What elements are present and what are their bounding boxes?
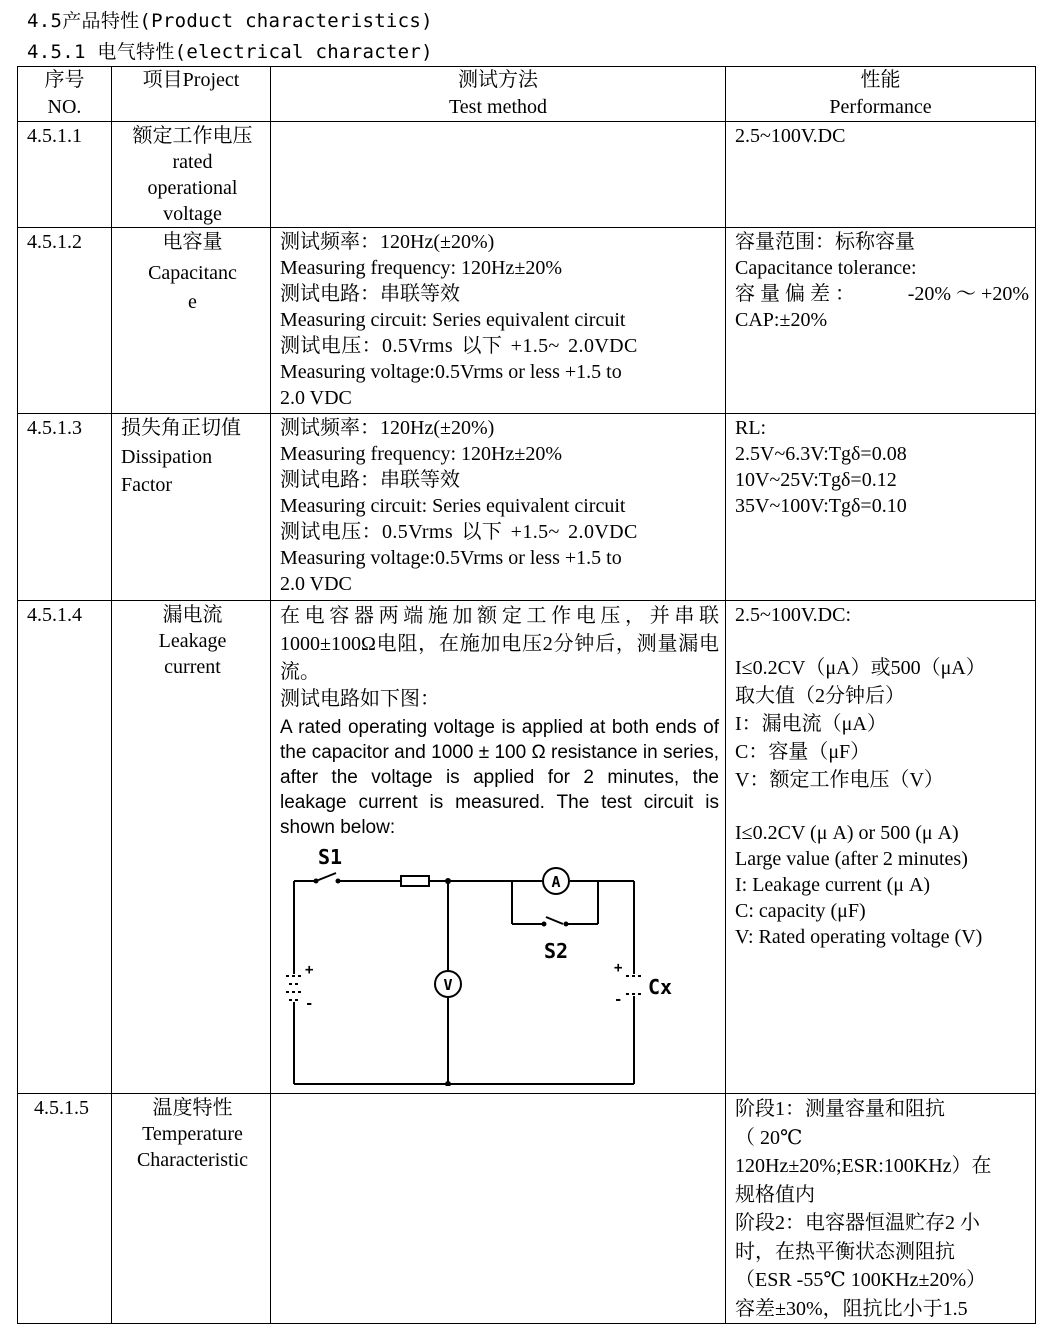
project-line: Leakage [158,630,227,652]
performance-line: 120Hz±20%;ESR:100KHz）在 [735,1155,992,1177]
row-project [112,1094,271,1324]
switch-contact [314,879,319,884]
header-perf-cn: 性能 [860,69,901,91]
method-line: Measuring frequency: 120Hz±20% [280,443,563,465]
capacitor-minus-label: - [614,992,623,1008]
circuit-junction [445,878,451,884]
row-project [112,122,271,228]
performance-line: 2.5~100V.DC: [735,604,852,626]
label-s2: S2 [544,939,569,963]
header-method-cn: 测试方法 [458,69,538,91]
performance-line [735,281,1029,307]
performance-line: 2.5V~6.3V:Tgδ=0.08 [735,443,907,465]
row-project [112,601,271,1094]
switch-s2-blade [546,917,563,924]
method-line: 测试电压：0.5Vrms 以下 +1.5~ 2.0VDC [280,335,638,357]
row-project [112,228,271,414]
project-line: 漏电流 [162,604,223,626]
project-line: rated [172,151,213,173]
performance-line: （ 20℃ [735,1126,803,1149]
project-line: Dissipation [121,446,213,468]
performance-line: 阶段2：电容器恒温贮存2 小 [735,1212,980,1234]
method-paragraph-en: A rated operating voltage is applied at both ends of the capacitor and 1000 ± 100 Ω resistance in series, after the voltage is applied for 2 minutes, the leakage current is measured. The test circuit is shown below: [280,717,719,838]
header-perf-en: Performance [829,96,932,118]
row-no: 4.5.1.5 [18,1094,112,1324]
row-no: 4.5.1.2 [18,228,112,414]
battery-plus-label: + [305,962,314,978]
leakage-test-circuit-diagram [286,846,706,1086]
row-project [112,414,271,601]
method-line: Measuring circuit: Series equivalent circuit [280,309,626,331]
project-line: e [188,291,197,313]
table-row [18,228,1036,414]
method-line: 2.0 VDC [280,573,352,595]
row-performance [726,228,1036,414]
label-s1: S1 [318,846,343,869]
method-line: 测试电压：0.5Vrms 以下 +1.5~ 2.0VDC [280,521,638,543]
performance-line: 阶段1：测量容量和阻抗 [735,1098,945,1120]
ammeter-letter: A [551,873,561,891]
section-heading: 4.5产品特性(Product characteristics) [27,10,433,32]
switch-contact [542,922,547,927]
performance-line: CAP:±20% [735,309,828,331]
performance-line: 容量范围：标称容量 [735,231,915,253]
capacitor-plus-label: + [614,960,623,976]
performance-line: C: capacity (μF) [735,900,866,922]
switch-contact [336,879,341,884]
performance-line: 2.5~100V.DC [735,125,846,147]
header-no [18,67,112,122]
method-line: Measuring voltage:0.5Vrms or less +1.5 to [280,547,622,569]
project-line: 温度特性 [152,1097,233,1119]
performance-line: I≤0.2CV（μA）或500（μA） [735,657,986,679]
performance-line: I≤0.2CV (μ A) or 500 (μ A) [735,822,959,844]
performance-spacer [735,628,1029,654]
project-line: operational [147,177,238,199]
method-paragraph-cn: 在电容器两端施加额定工作电压，并串联1000±100Ω电阻，在施加电压2分钟后，测量漏电流。 [280,605,719,683]
header-no-cn: 序号 [44,69,85,91]
table-row [18,122,1036,228]
label-cx: Cx [648,975,673,999]
method-line: Measuring frequency: 120Hz±20% [280,257,563,279]
table-row [18,414,1036,601]
header-project-label: 项目Project [142,69,240,91]
performance-line: I: Leakage current (μ A) [735,874,931,896]
project-line: current [164,656,221,678]
table-row [18,601,1036,1094]
performance-line: Large value (after 2 minutes) [735,848,968,870]
row-method [271,601,726,1094]
project-line: 电容量 [162,231,223,253]
project-line: Capacitanc [148,262,237,284]
performance-line: V: Rated operating voltage (V) [735,926,983,948]
performance-line: I：漏电流（μA） [735,713,887,735]
performance-line: 时，在热平衡状态测阻抗 [735,1240,955,1263]
method-line: 测试频率：120Hz(±20%) [280,417,495,439]
performance-line: 规格值内 [735,1183,815,1206]
performance-line: C：容量（μF） [735,741,871,763]
project-line: 损失角正切值 [121,417,241,439]
project-line: voltage [163,203,222,225]
row-performance [726,601,1036,1094]
row-method [271,228,726,414]
method-line: Measuring circuit: Series equivalent circuit [280,495,626,517]
header-no-en: NO. [47,96,82,118]
row-no: 4.5.1.3 [18,414,112,601]
header-performance [726,67,1036,122]
performance-line: 10V~25V:Tgδ=0.12 [735,469,897,491]
subsection-heading: 4.5.1 电气特性(electrical character) [27,41,433,63]
electrical-characteristics-table [17,66,1036,1324]
project-line: Temperature [142,1123,243,1145]
header-method [271,67,726,122]
method-line: 测试电路如下图： [280,688,440,710]
switch-contact [564,922,569,927]
performance-line: RL: [735,417,767,439]
performance-line: （ESR -55℃ 100KHz±20%） [735,1269,987,1291]
row-method [271,414,726,601]
tolerance-value: -20% ～ +20% [907,283,1029,305]
performance-line: V：额定工作电压（V） [735,769,944,791]
project-line: Factor [121,474,173,496]
performance-spacer [735,794,1029,820]
performance-line: 取大值（2分钟后） [735,685,905,707]
row-no: 4.5.1.1 [18,122,112,228]
voltmeter-letter: V [443,976,453,994]
row-method [271,1094,726,1324]
resistor-symbol [401,876,429,886]
project-line: 额定工作电压 [132,125,253,147]
method-line: 测试电路：串联等效 [280,283,460,305]
performance-line: 容差±30%，阻抗比小于1.5 [735,1297,968,1320]
table-header-row [18,67,1036,122]
performance-line: Capacitance tolerance: [735,257,917,279]
method-line: 2.0 VDC [280,387,352,409]
row-no: 4.5.1.4 [18,601,112,1094]
performance-line: 35V~100V:Tgδ=0.10 [735,495,907,517]
method-line: Measuring voltage:0.5Vrms or less +1.5 to [280,361,622,383]
header-project [112,67,271,122]
switch-s1-blade [316,873,336,881]
method-line: 测试电路：串联等效 [280,469,460,491]
project-line: Characteristic [136,1149,249,1171]
header-method-en: Test method [448,96,548,118]
table-row [18,1094,1036,1324]
row-method [271,122,726,228]
row-performance [726,414,1036,601]
battery-minus-label: - [305,996,314,1012]
circuit-junction [445,1081,451,1086]
row-performance [726,122,1036,228]
method-line: 测试频率：120Hz(±20%) [280,231,495,253]
tolerance-label: 容量偏差： [735,283,860,305]
row-performance [726,1094,1036,1324]
